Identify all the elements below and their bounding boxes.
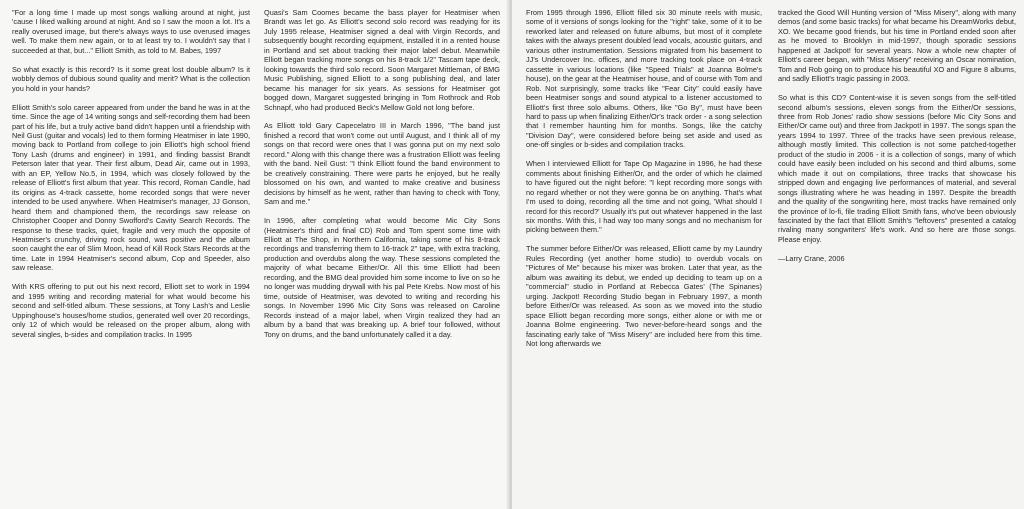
text-column-1 <box>12 8 250 508</box>
paragraph: With KRS offering to put out his next record, Elliott set to work in 1994 and 1995 writing and recording material for what would become his second and self-titled album. These sessions, at Tony Lash's and Leslie Uppinghouse's houses/home studios, generated well over 20 recordings, only 12 of which would be released on the proper album, along with several singles, b-sides and compilation tracks. In 1995 <box>12 282 250 339</box>
paragraph: From 1995 through 1996, Elliott filled six 30 minute reels with music, some of it versions of songs looking for the "right" take, some of it to be reworked later and released on future albums, but most of it complete takes with the always present doubled lead vocals, acoustic guitars, and various other instrumentation. Sessions migrated from his basement to JJ's Undercover Inc. offices, and more tracking took place on 4-track cassette in various locations (like "Speed Trials" at Joanna Bolme's house), on the gear at the Heatmiser house, and of course with Tom and Rob. Not surprisingly, some tracks like "Fear City" could easily have been Heatmiser songs and sound atypical to a listener accustomed to Elliott's first three solo albums. Others, like "Go By", must have been hard to pass up when finalizing Either/Or's track order - a song selection that I remember haunting him for months. Songs, like the catchy "Division Day", were considered before being set aside and used as one-off singles or b-sides and compilation tracks. <box>526 8 762 150</box>
paragraph: Elliott Smith's solo career appeared from under the band he was in at the time. Since the age of 14 writing songs and self-recording them had been part of his life, but a truly active band didn't happen until a friendship with Neil Gust (guitar and vocals) led to them forming Heatmiser in late 1990, moving back to Portland from college to join Elliott's high school friend Tony Lash (drums and engineer) in 1991, and finding bassist Brandt Peterson later that year. Their first album, Dead Air, came out in 1993, with an EP, Yellow No.5, in 1994, which was closely followed by the release of Elliott's first album that year. This record, Roman Candle, had its origins as 4-track cassette, home recorded songs that were never intended to be used anywhere. When Heatmiser's manager, JJ Gonson, heard them and championed them, the recordings saw release on Christopher Cooper and Donny Swofford's Cavity Search Records. The response to these tracks, quiet, fragile and very much the opposite of Heatmiser's crunchy, driving rock sound, was positive and the album soon caught the ear of Slim Moon, head of Kill Rock Stars Records at the time. Late in 1994 Heatmiser's second album, Cop and Speeder, also saw release. <box>12 102 250 273</box>
text-column-3 <box>526 8 762 508</box>
paragraph: So what is this CD? Content-wise it is seven songs from the self-titled second album's sessions, eleven songs from the Either/Or sessions, three from Rob Jones' radio show sessions (before Mic City Sons and Either/Or came out) and three from Jackpot! in 1997. The songs span the years 1994 to 1997. Three of the tracks have seen previous release, although mostly limited. This collection is not some patched-together product of the studio in 2006 - it is a collection of songs, many of which could have easily been included on his second and third albums, some which made it out on compilations, three tracks that showcase his stripped down and engaging live performances of material, and several songs illustrating where he was heading in 1997. Despite the breadth and the quality of the songwriting here, most tracks have remained only the province of lo-fi, file trading Elliott Smith fans, who've been obviously fascinated by the fact that Elliott Smith's "leftovers" presented a catalog rivaling many songwriters' life's work. And so here are those songs. Please enjoy. <box>778 93 1016 244</box>
right-page <box>512 0 1024 509</box>
paragraph: tracked the Good Will Hunting version of "Miss Misery", along with many demos (and some basic tracks) for what became his DreamWorks debut, XO. We became good friends, but his time in Portland ended soon after as he moved to Brooklyn in mid-1997, though sporadic sessions happened at Jackpot! for several years. Now a whole new chapter of Elliott's career began, with "Miss Misery" receiving an Oscar nomination, Tom and Rob going on to produce his beautiful XO and Figure 8 albums, and sadly Elliott's tragic passing in 2003. <box>778 8 1016 84</box>
paragraph: In 1996, after completing what would become Mic City Sons (Heatmiser's third and final CD) Rob and Tom spent some time with Elliott at The Shop, in Northern California, taking some of his 8-track recordings and transferring them to 16-track 2" tape, with extra tracking, production and overdubs along the way. These sessions completed the majority of what became Either/Or. All this time Elliott had been recording, and the BMG deal provided him some income to live on so he no longer was mudding drywall with his pal Pete Krebs. Now most of his time, outside of Heatmiser, was devoted to writing and recording his songs. In November 1996 Mic City Sons was released on Caroline Records instead of a major label, when Virgin realized they had an album by a band that was breaking up. A brief tour followed, without Tony on drums, and the band unfortunately called it a day. <box>264 216 500 339</box>
text-column-2 <box>264 8 500 508</box>
paragraph: Quasi's Sam Coomes became the bass player for Heatmiser when Brandt was let go. As Elliott's second solo record was readying for its July 1995 release, Heatmiser signed a deal with Virgin Records, and subsequently bought recording equipment, installed it in a rented house in Portland and set about tracking their major label debut. Meanwhile Elliott began tracking more songs on his 8-track 1/2" Tascam tape deck, looking towards the third solo record. Soon Margaret Mittleman, of BMG Music Publishing, signed Elliott to a song publishing deal, and later became his manager for six years. As sessions for Heatmiser got bogged down, Margaret suggested bringing in Tom Rothrock and Rob Schnapf, who had produced Beck's Mellow Gold not long before. <box>264 8 500 112</box>
paragraph: When I interviewed Elliott for Tape Op Magazine in 1996, he had these comments about finishing Either/Or, and the order of which he claimed to have figured out the night before: "I kept recording more songs with no regard whether or not they were gonna be on anything. That's what I'm used to doing, recording all the time and not going, 'What should I record for this record?' Usually it's put out whatever happened in the last six months. With this, I had way too many songs and no mechanism for picking between them." <box>526 159 762 235</box>
paragraph: As Elliott told Gary Capecelatro III in March 1996, "The band just finished a record that won't come out until August, and I think all of my songs on that record were ones that I was gonna put on my next solo record." Along with this change there was a frustration Elliott was feeling with the band. Neil Gust: "I think Elliott found the band environment to be creatively constraining. There were parts he enjoyed, but he really blossomed on his own, and wanted to make creative and business decisions by himself as he went, rather than having to check with Tony, Sam and me." <box>264 121 500 207</box>
paragraph: "For a long time I made up most songs walking around at night, just 'cause I liked walking around at night. And so I saw the moon a lot. It's a really overused image, but there's always ways to use overused images well. To make them new again, or to at least try to. I wouldn't say that I succeeded at that, but..." Elliott Smith, as told to M. Babes, 1997 <box>12 8 250 55</box>
left-page <box>0 0 510 509</box>
text-column-4 <box>778 8 1016 508</box>
paragraph: So what exactly is this record? Is it some great lost double album? Is it wobbly demos of dubious sound quality and merit? What is the collection you hold in your hands? <box>12 64 250 93</box>
signature-line: —Larry Crane, 2006 <box>778 253 845 263</box>
paragraph: The summer before Either/Or was released, Elliott came by my Laundry Rules Recording (yet another home studio) to overdub vocals on "Pictures of Me" because his mixer was broken. Later that year, as the album was awaiting its debut, we ended up deciding to team up on a "commercial" studio in Portland at Rebecca Gates' (The Spinanes) urging. Jackpot! Recording Studio began in February 1997, a month before Either/Or was released. As soon as we moved into the studio space Elliott began recording more songs, either alone or with me or Joanna Bolme engineering. Two never-before-heard songs and the fascinating early take of "Miss Misery" are included here from this time. Not long afterwards we <box>526 244 762 348</box>
